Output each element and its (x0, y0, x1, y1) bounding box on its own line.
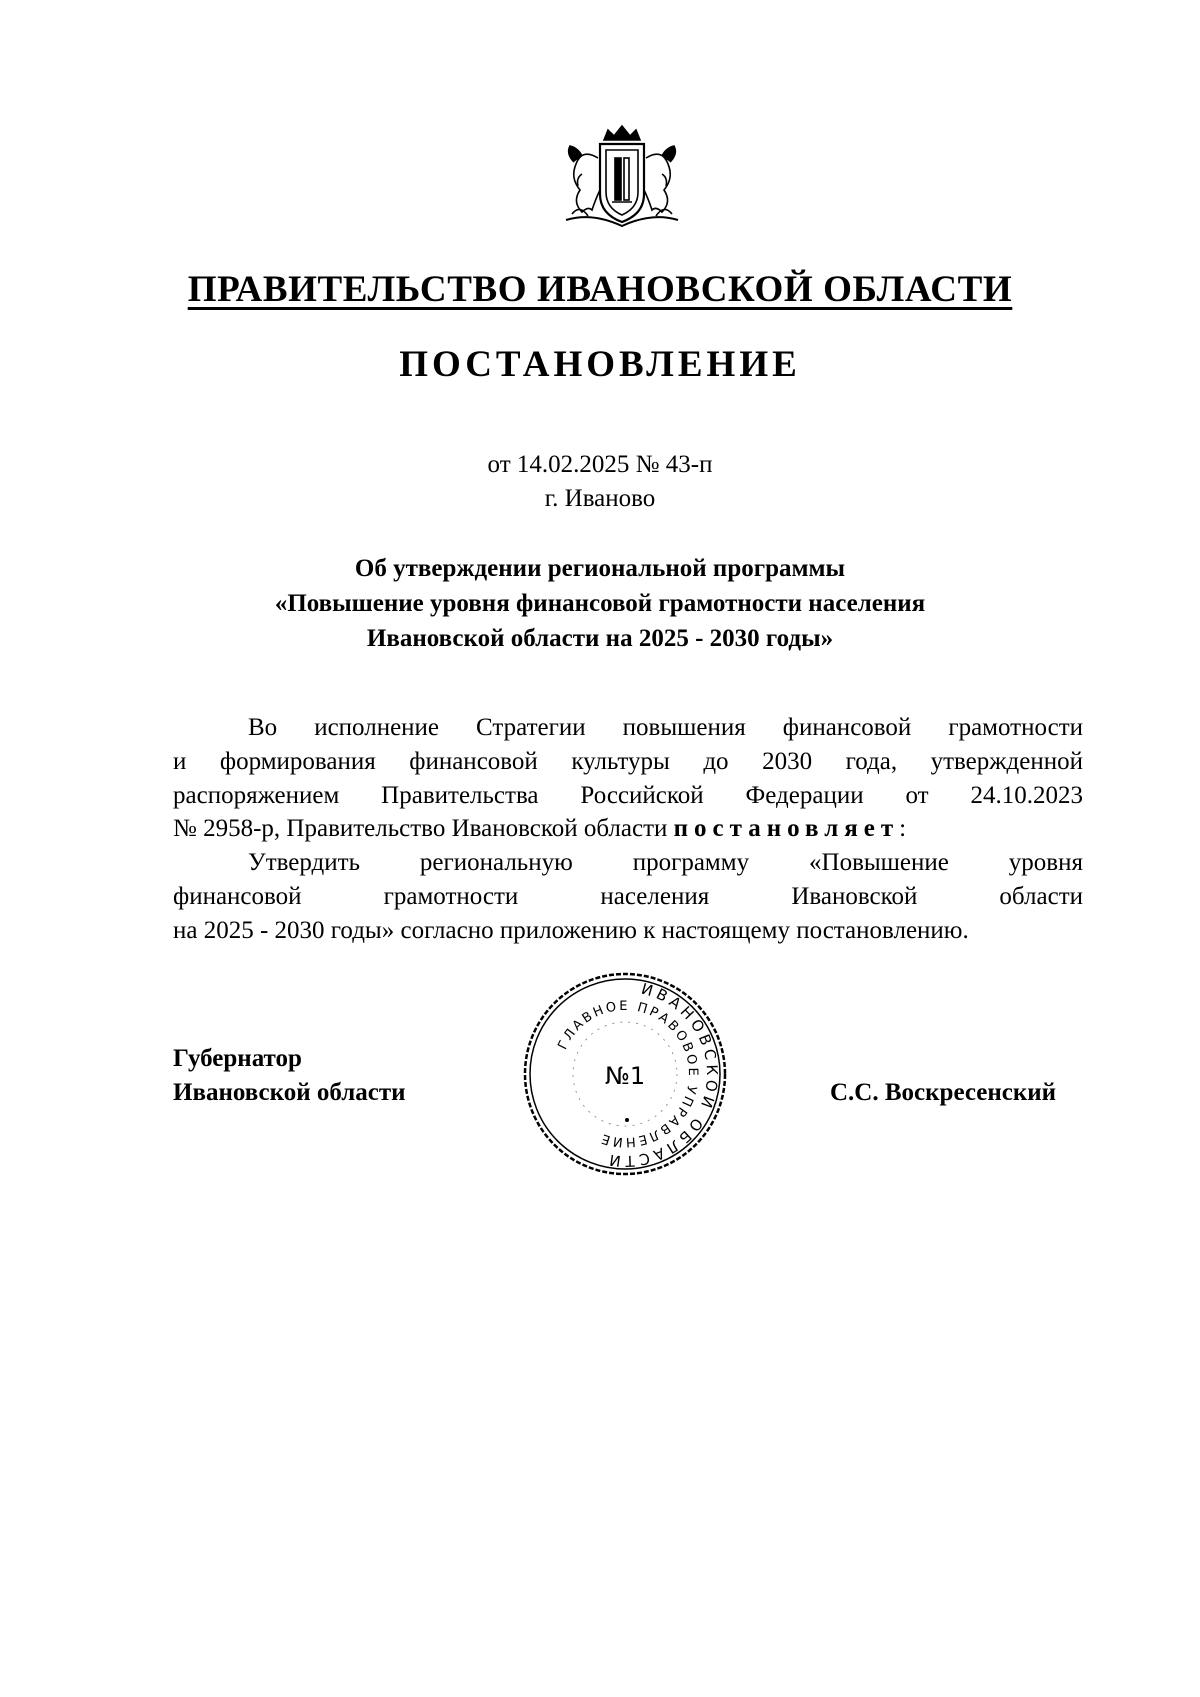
subject-line-2: «Повышение уровня финансовой грамотности населения (274, 590, 926, 617)
government-title-text: ПРАВИТЕЛЬСТВО ИВАНОВСКОЙ ОБЛАСТИ (187, 269, 1013, 310)
stamp-number: №1 (604, 1062, 646, 1090)
body-paragraph-2-line-3: на 2025 - 2030 годы» согласно приложению к настоящему постановлению. (173, 917, 969, 944)
subject-line-1: Об утверждении региональной программы (354, 555, 846, 582)
coat-of-arms-icon (552, 118, 692, 230)
signatory-position-line-1: Губернатор (173, 1045, 302, 1072)
stamp-outer-text: ИВАНОВСКОЙ ОБЛАСТИ (604, 979, 722, 1171)
body-paragraph-2-line-2: финансовой грамотности населения Ивановской области (173, 883, 1083, 910)
body-text: : (899, 815, 907, 842)
government-title (0, 268, 1200, 311)
signatory-position-line-2: Ивановской области (173, 1079, 406, 1106)
body-paragraph-1-line-1: Во исполнение Стратегии повышения финансовой грамотности (248, 714, 1083, 741)
body-paragraph-2-line-1: Утвердить региональную программу «Повышение уровня (248, 849, 1083, 876)
body-paragraph-1-line-3: распоряжением Правительства Российской Федерации от 24.10.2023 (173, 782, 1083, 809)
official-stamp (521, 970, 729, 1178)
body-paragraph-1-line-4 (173, 815, 1083, 843)
subject-line-3: Ивановской области на 2025 - 2030 годы» (366, 625, 834, 652)
stamp-inner-text: ГЛАВНОЕ ПРАВОВОЕ УПРАВЛЕНИЕ (555, 998, 701, 1150)
decree-verb: постановляет (673, 815, 900, 842)
body-text: № 2958-р, Правительство Ивановской области (173, 815, 674, 842)
body-paragraph-1-line-2: и формирования финансовой культуры до 2030 года, утвержденной (173, 748, 1083, 775)
signatory-name: С.С. Воскресенский (830, 1079, 1057, 1106)
document-type: ПОСТАНОВЛЕНИЕ (399, 344, 801, 385)
city: г. Иваново (544, 485, 656, 512)
date-number: от 14.02.2025 № 43-п (487, 451, 713, 478)
